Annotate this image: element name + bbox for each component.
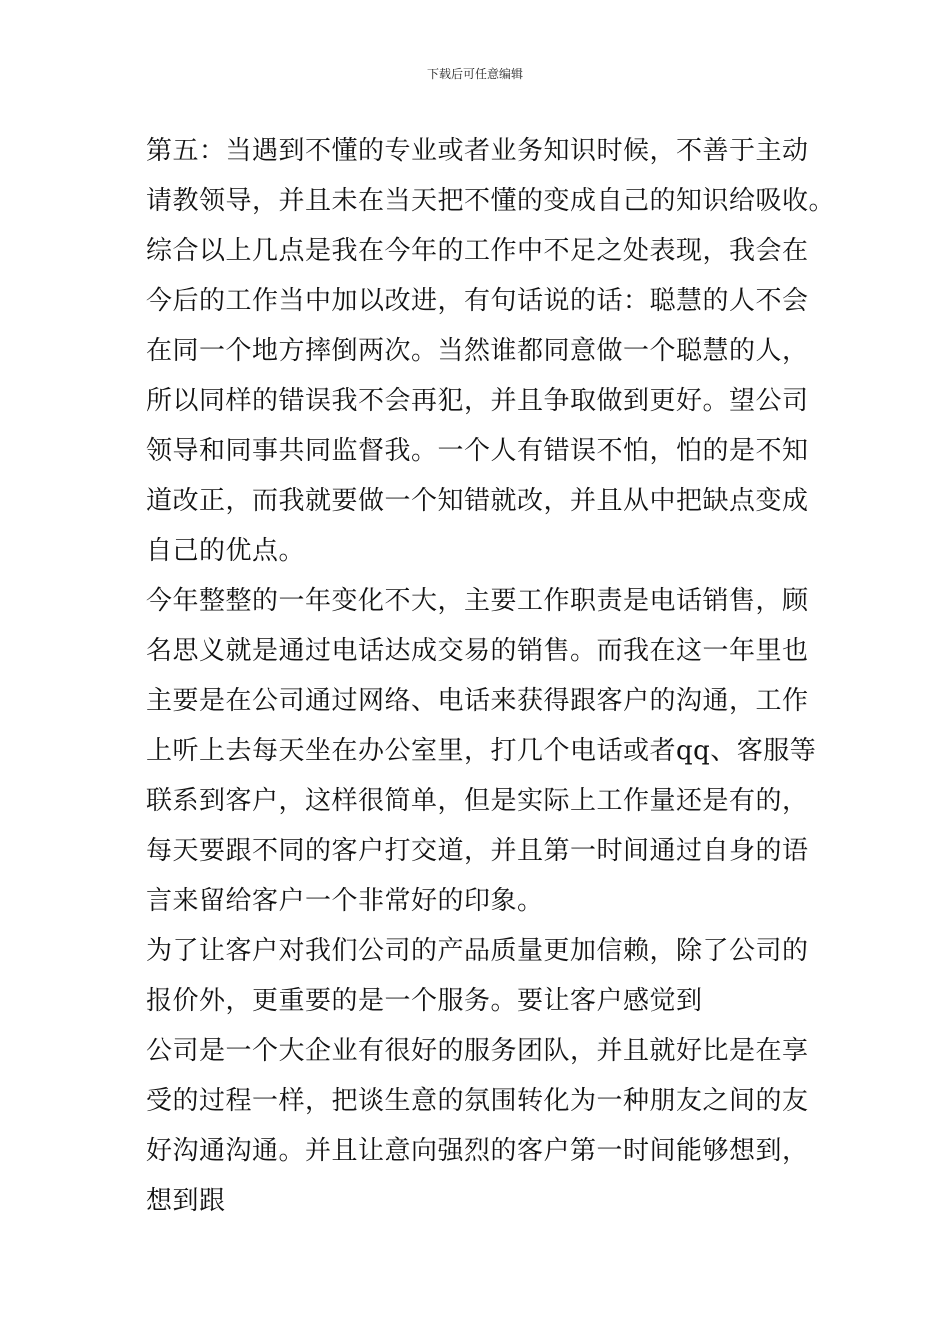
text-line: 为了让客户对我们公司的产品质量更加信赖，除了公司的 bbox=[146, 936, 809, 966]
document-body bbox=[146, 126, 836, 1226]
text-line: 在同一个地方摔倒两次。当然谁都同意做一个聪慧的人， bbox=[146, 336, 809, 366]
text-line: 今年整整的一年变化不大，主要工作职责是电话销售，顾 bbox=[146, 586, 809, 616]
text-line: 今后的工作当中加以改进，有句话说的话：聪慧的人不会 bbox=[146, 286, 809, 316]
page-header: 下载后可任意编辑 bbox=[426, 67, 523, 81]
text-line: 公司是一个大企业有很好的服务团队，并且就好比是在享 bbox=[146, 1036, 809, 1066]
text-line: 联系到客户，这样很简单，但是实际上工作量还是有的， bbox=[146, 786, 809, 816]
text-line: 上听上去每天坐在办公室里，打几个电话或者qq、客服等 bbox=[146, 736, 817, 766]
text-line: 名思义就是通过电话达成交易的销售。而我在这一年里也 bbox=[146, 636, 809, 666]
text-line: 报价外，更重要的是一个服务。要让客户感觉到 bbox=[146, 986, 703, 1016]
text-line: 想到跟 bbox=[146, 1186, 226, 1216]
text-line: 言来留给客户一个非常好的印象。 bbox=[146, 886, 544, 916]
text-line: 领导和同事共同监督我。一个人有错误不怕，怕的是不知 bbox=[146, 436, 809, 466]
text-line: 第五：当遇到不懂的专业或者业务知识时候，不善于主动 bbox=[146, 136, 809, 166]
text-line: 主要是在公司通过网络、电话来获得跟客户的沟通，工作 bbox=[146, 686, 809, 716]
text-line: 所以同样的错误我不会再犯，并且争取做到更好。望公司 bbox=[146, 386, 809, 416]
text-line: 综合以上几点是我在今年的工作中不足之处表现，我会在 bbox=[146, 236, 809, 266]
text-line: 自己的优点。 bbox=[146, 536, 306, 566]
text-line: 每天要跟不同的客户打交道，并且第一时间通过自身的语 bbox=[146, 836, 809, 866]
text-line: 好沟通沟通。并且让意向强烈的客户第一时间能够想到， bbox=[146, 1136, 809, 1166]
text-line: 受的过程一样，把谈生意的氛围转化为一种朋友之间的友 bbox=[146, 1086, 809, 1116]
text-line: 请教领导，并且未在当天把不懂的变成自己的知识给吸收。 bbox=[146, 186, 836, 216]
text-line: 道改正，而我就要做一个知错就改，并且从中把缺点变成 bbox=[146, 486, 809, 516]
